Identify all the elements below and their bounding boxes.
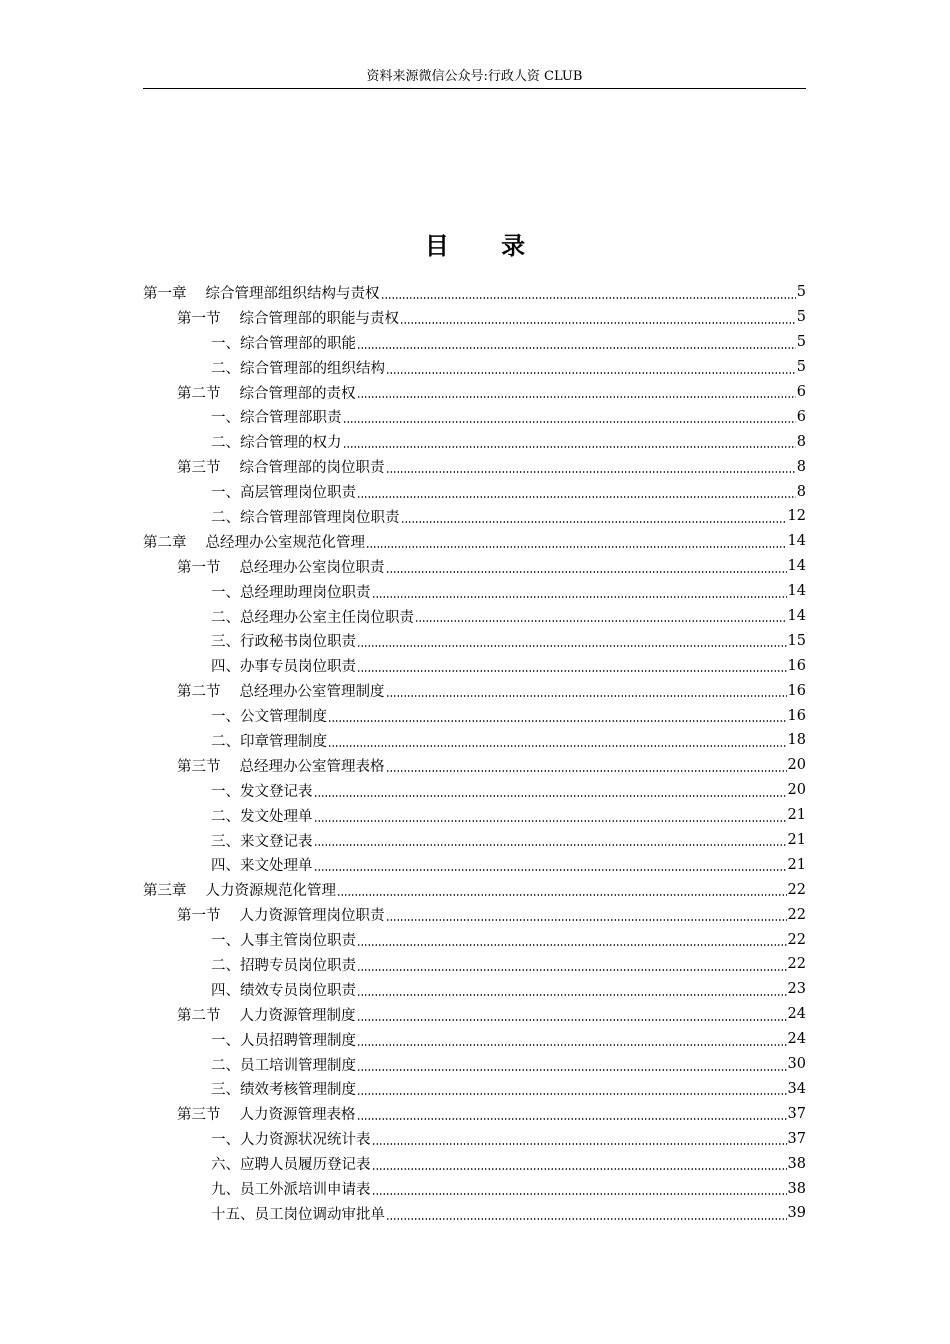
toc-entry-number: 一、 <box>211 335 240 352</box>
toc-entry-title: 人力资源管理岗位职责 <box>239 908 385 925</box>
toc-page-number: 12 <box>787 508 806 525</box>
toc-entry[interactable] <box>143 852 806 877</box>
toc-entry-number: 第一节 <box>177 559 221 576</box>
toc-page-number: 6 <box>796 408 806 425</box>
toc-entry[interactable] <box>143 778 806 803</box>
toc-entry[interactable] <box>143 628 806 653</box>
toc-entry-number: 二、 <box>211 360 240 377</box>
toc-page-number: 38 <box>787 1155 806 1172</box>
toc-entry[interactable] <box>143 330 806 355</box>
toc-page-number: 5 <box>796 334 806 351</box>
toc-entry-number: 六、 <box>211 1157 240 1174</box>
toc-entry-number: 一、 <box>211 1132 240 1149</box>
toc-entry-number: 第三节 <box>177 460 221 477</box>
toc-page-number: 5 <box>796 284 806 301</box>
toc-entry[interactable] <box>143 1002 806 1027</box>
toc-dot-leader <box>357 396 796 398</box>
toc-page-number: 38 <box>787 1180 806 1197</box>
toc-entry[interactable] <box>143 604 806 629</box>
toc-page-number: 20 <box>787 757 806 774</box>
toc-entry[interactable] <box>143 454 806 479</box>
toc-page-number: 8 <box>796 458 806 475</box>
toc-entry-title: 总经理办公室岗位职责 <box>239 559 385 576</box>
toc-entry-number: 二、 <box>211 957 240 974</box>
toc-entry-number: 四、 <box>211 982 240 999</box>
toc-page-number: 24 <box>787 1006 806 1023</box>
toc-entry[interactable] <box>143 828 806 853</box>
toc-entry[interactable] <box>143 952 806 977</box>
toc-dot-leader <box>372 596 787 598</box>
toc-entry-title: 办事专员岗位职责 <box>240 659 356 676</box>
table-of-contents <box>143 280 806 1226</box>
toc-entry-title: 综合管理的权力 <box>240 435 342 452</box>
toc-dot-leader <box>357 347 796 349</box>
toc-page-number: 30 <box>787 1056 806 1073</box>
toc-entry-number: 一、 <box>211 933 240 950</box>
toc-page-number: 14 <box>787 558 806 575</box>
toc-entry-title: 综合管理部的责权 <box>239 385 356 402</box>
toc-entry-number: 三、 <box>211 1082 240 1099</box>
toc-entry-title: 综合管理部的职能 <box>240 335 356 352</box>
toc-dot-leader <box>314 795 787 797</box>
toc-entry-number: 一、 <box>211 709 240 726</box>
toc-entry[interactable] <box>143 1101 806 1126</box>
toc-entry-title: 员工外派培训申请表 <box>240 1182 371 1198</box>
toc-entry-number: 一、 <box>211 410 240 427</box>
toc-entry-title: 高层管理岗位职责 <box>240 485 356 502</box>
toc-dot-leader <box>343 446 796 448</box>
toc-entry-title: 综合管理部组织结构与责权 <box>205 285 380 302</box>
toc-page-number: 23 <box>787 981 806 998</box>
toc-entry[interactable] <box>143 479 806 504</box>
toc-entry-title: 人力资源状况统计表 <box>240 1132 371 1149</box>
toc-entry[interactable] <box>143 753 806 778</box>
toc-entry-title: 人力资源管理表格 <box>239 1107 356 1124</box>
toc-page-number: 21 <box>787 832 806 849</box>
toc-entry-title: 总经理办公室管理制度 <box>239 684 385 701</box>
toc-dot-leader <box>357 645 787 647</box>
page-header: 资料来源微信公众号:行政人资 CLUB <box>143 68 806 89</box>
toc-dot-leader <box>366 546 787 548</box>
toc-entry-title: 发文登记表 <box>240 783 313 800</box>
toc-entry-title: 绩效考核管理制度 <box>240 1082 356 1099</box>
toc-entry[interactable] <box>143 1052 806 1077</box>
toc-entry-number: 第三节 <box>177 1107 221 1124</box>
toc-page-number: 22 <box>787 956 806 973</box>
toc-dot-leader <box>357 969 787 971</box>
toc-dot-leader <box>314 844 787 846</box>
toc-page-number: 14 <box>787 583 806 600</box>
toc-entry-number: 第二节 <box>177 385 221 402</box>
toc-entry-number: 一、 <box>211 485 240 502</box>
toc-page-number: 5 <box>796 309 806 326</box>
toc-dot-leader <box>357 1019 787 1021</box>
toc-entry[interactable] <box>143 877 806 902</box>
toc-entry-number: 第一章 <box>143 285 187 302</box>
toc-entry[interactable] <box>143 554 806 579</box>
toc-page-number: 18 <box>787 732 806 749</box>
toc-page-number: 39 <box>787 1205 806 1222</box>
toc-entry-title: 总经理办公室主任岗位职责 <box>240 609 414 626</box>
toc-entry-number: 二、 <box>211 733 240 750</box>
toc-entry-title: 人力资源管理制度 <box>239 1007 356 1024</box>
toc-entry-title: 综合管理部的岗位职责 <box>239 460 385 477</box>
toc-entry[interactable] <box>143 977 806 1002</box>
toc-entry-number: 四、 <box>211 659 240 676</box>
toc-page-number: 22 <box>787 931 806 948</box>
toc-dot-leader <box>386 571 787 573</box>
toc-entry-number: 四、 <box>211 858 240 875</box>
toc-page-number: 34 <box>787 1080 806 1097</box>
toc-entry-number: 三、 <box>211 833 240 850</box>
toc-entry-title: 综合管理部的组织结构 <box>240 360 385 377</box>
toc-page-number: 6 <box>796 384 806 400</box>
toc-dot-leader <box>357 1093 787 1095</box>
toc-page-number: 22 <box>787 881 806 898</box>
toc-page-number: 14 <box>787 533 806 550</box>
toc-entry-title: 综合管理部的职能与责权 <box>239 310 399 327</box>
toc-entry[interactable] <box>143 529 806 554</box>
toc-dot-leader <box>357 944 787 946</box>
toc-dot-leader <box>372 1143 787 1145</box>
toc-entry-number: 第三节 <box>177 758 221 775</box>
toc-entry[interactable] <box>143 1176 806 1201</box>
toc-entry-title: 综合管理部管理岗位职责 <box>240 509 400 526</box>
toc-dot-leader <box>357 1069 787 1071</box>
toc-entry[interactable] <box>143 429 806 454</box>
toc-entry-number: 二、 <box>211 435 240 452</box>
toc-entry-title: 来文处理单 <box>240 858 313 875</box>
toc-entry-number: 二、 <box>211 1057 240 1074</box>
toc-entry[interactable] <box>143 927 806 952</box>
toc-page-number: 22 <box>787 906 806 923</box>
toc-dot-leader <box>386 770 787 772</box>
toc-entry-number: 二、 <box>211 609 240 626</box>
toc-entry-number: 一、 <box>211 584 240 601</box>
toc-entry-title: 人员招聘管理制度 <box>240 1032 356 1049</box>
toc-entry[interactable] <box>143 902 806 927</box>
toc-entry[interactable] <box>143 678 806 703</box>
toc-entry[interactable] <box>143 803 806 828</box>
toc-page-number: 16 <box>787 707 806 724</box>
toc-entry[interactable] <box>143 404 806 429</box>
toc-entry-title: 总经理助理岗位职责 <box>240 584 371 601</box>
toc-entry-title: 发文处理单 <box>240 808 313 825</box>
toc-entry-number: 第二章 <box>143 534 187 551</box>
toc-dot-leader <box>372 1168 787 1170</box>
toc-dot-leader <box>386 919 787 921</box>
toc-entry-number: 第三章 <box>143 883 187 900</box>
toc-dot-leader <box>401 521 787 523</box>
toc-dot-leader <box>328 745 787 747</box>
toc-dot-leader <box>343 421 796 423</box>
toc-entry[interactable] <box>143 380 806 405</box>
toc-dot-leader <box>386 372 796 374</box>
toc-entry-title: 员工培训管理制度 <box>240 1057 356 1074</box>
toc-page-number: 24 <box>787 1031 806 1048</box>
toc-entry[interactable] <box>143 703 806 728</box>
toc-entry-number: 第一节 <box>177 310 221 327</box>
toc-entry-number: 二、 <box>211 808 240 825</box>
toc-entry[interactable] <box>143 504 806 529</box>
toc-page-number: 15 <box>787 632 806 649</box>
toc-page-number: 16 <box>787 682 806 699</box>
toc-page-number: 14 <box>787 608 806 625</box>
toc-entry-title: 应聘人员履历登记表 <box>240 1157 371 1174</box>
toc-dot-leader <box>357 994 787 996</box>
toc-entry[interactable] <box>143 1027 806 1052</box>
toc-dot-leader <box>400 322 796 324</box>
toc-entry[interactable] <box>143 355 806 380</box>
toc-page-number: 21 <box>787 856 806 873</box>
toc-page-number: 8 <box>796 433 806 450</box>
toc-dot-leader <box>372 1193 787 1195</box>
toc-dot-leader <box>357 1044 787 1046</box>
toc-entry-title: 员工岗位调动审批单 <box>254 1206 385 1223</box>
toc-entry-number: 第二节 <box>177 1007 221 1024</box>
toc-entry[interactable] <box>143 653 806 678</box>
toc-dot-leader <box>386 471 796 473</box>
toc-page-number: 20 <box>787 782 806 799</box>
toc-entry-number: 一、 <box>211 783 240 800</box>
toc-entry[interactable] <box>143 1077 806 1102</box>
toc-entry[interactable] <box>143 1151 806 1176</box>
toc-entry-number: 第一节 <box>177 908 221 925</box>
toc-entry-number: 一、 <box>211 1032 240 1049</box>
toc-entry-title: 总经理办公室规范化管理 <box>205 534 365 551</box>
toc-page-number: 37 <box>787 1105 806 1122</box>
toc-entry-title: 行政秘书岗位职责 <box>240 634 356 651</box>
toc-entry-number: 二、 <box>211 509 240 526</box>
toc-dot-leader <box>357 1118 787 1120</box>
toc-entry-title: 公文管理制度 <box>240 709 327 726</box>
toc-entry[interactable] <box>143 579 806 604</box>
toc-entry-title: 人事主管岗位职责 <box>240 933 356 950</box>
toc-dot-leader <box>357 670 787 672</box>
toc-entry-title: 印章管理制度 <box>240 733 327 750</box>
toc-dot-leader <box>415 620 787 622</box>
toc-entry-number: 十五、 <box>211 1206 255 1223</box>
toc-entry-title: 人力资源规范化管理 <box>205 883 336 900</box>
toc-page-number: 5 <box>796 359 806 376</box>
toc-dot-leader <box>357 496 796 498</box>
toc-page-number: 37 <box>787 1130 806 1147</box>
toc-dot-leader <box>314 869 787 871</box>
toc-entry-title: 绩效专员岗位职责 <box>240 982 356 999</box>
toc-entry[interactable] <box>143 305 806 330</box>
toc-page-number: 16 <box>787 657 806 674</box>
toc-entry-number: 第二节 <box>177 684 221 701</box>
toc-entry[interactable] <box>143 1201 806 1226</box>
toc-entry-title: 来文登记表 <box>240 833 313 850</box>
toc-entry[interactable] <box>143 1126 806 1151</box>
toc-dot-leader <box>386 695 787 697</box>
toc-entry[interactable] <box>143 280 806 305</box>
toc-dot-leader <box>314 820 787 822</box>
toc-dot-leader <box>328 720 787 722</box>
page-title: 目 录 <box>424 231 548 260</box>
toc-entry-title: 综合管理部职责 <box>240 410 342 427</box>
toc-dot-leader <box>337 894 787 896</box>
toc-page-number: 8 <box>796 483 806 500</box>
toc-dot-leader <box>386 1218 787 1220</box>
toc-entry-number: 三、 <box>211 634 240 651</box>
toc-dot-leader <box>381 297 796 299</box>
toc-page-number: 21 <box>787 807 806 824</box>
toc-entry-number: 九、 <box>211 1182 240 1198</box>
toc-entry-title: 总经理办公室管理表格 <box>239 758 385 775</box>
toc-entry-title: 招聘专员岗位职责 <box>240 957 356 974</box>
toc-entry[interactable] <box>143 728 806 753</box>
